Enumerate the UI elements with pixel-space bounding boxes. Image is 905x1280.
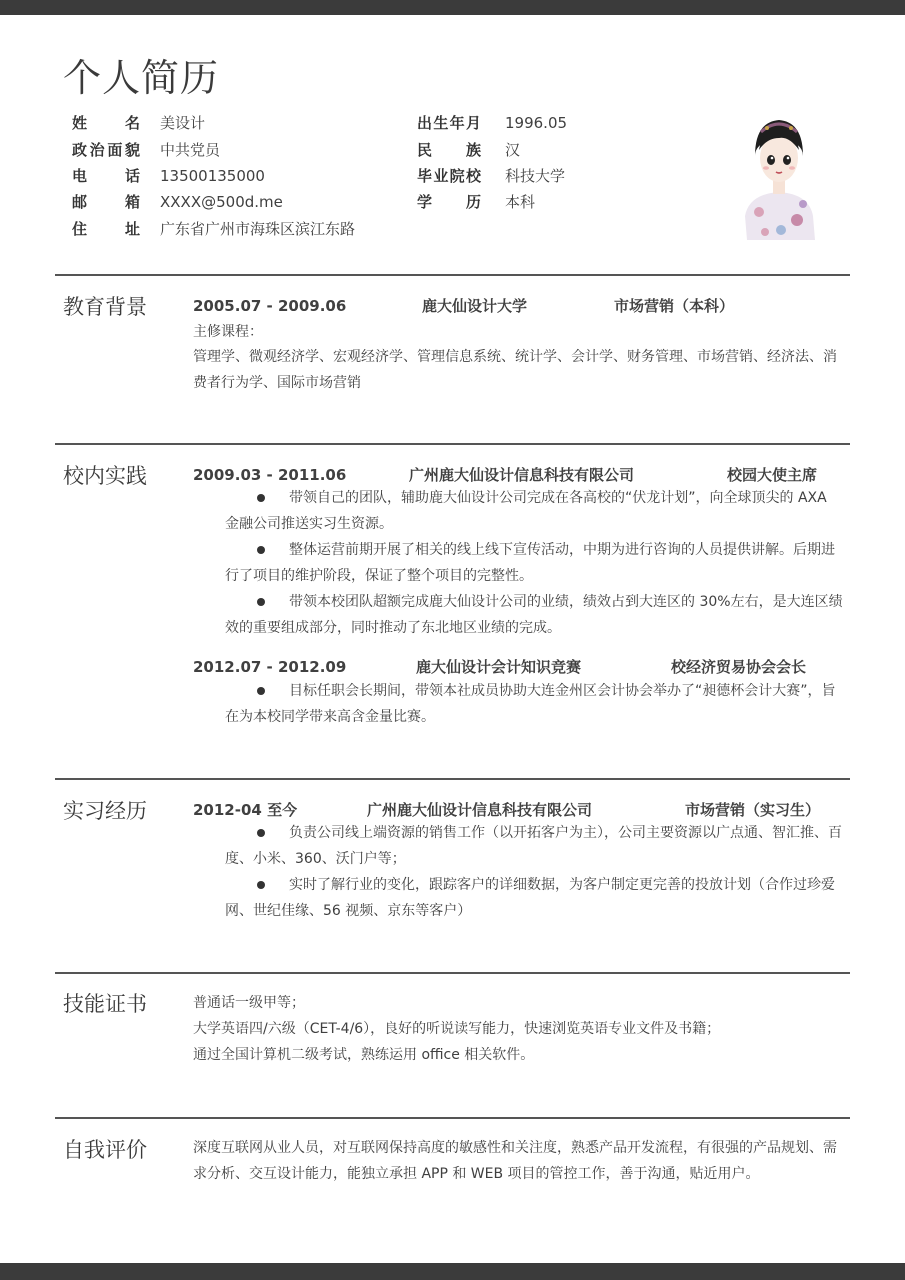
info-address xyxy=(72,219,355,239)
education-major: 市场营销（本科） xyxy=(614,297,735,315)
info-phone xyxy=(72,166,265,186)
education-school: 鹿大仙设计大学 xyxy=(422,297,528,315)
info-birth xyxy=(417,113,567,133)
page-title: 个人简历 xyxy=(63,56,220,100)
info-value: 中共党员 xyxy=(160,141,221,159)
campus-entry-role: 校经济贸易协会会长 xyxy=(671,658,807,676)
info-label: 电话 xyxy=(72,167,140,185)
info-value: 广东省广州市海珠区滨江东路 xyxy=(160,220,356,238)
info-value: 美设计 xyxy=(160,114,206,132)
avatar-illustration xyxy=(737,108,821,240)
internship-role: 市场营销（实习生） xyxy=(685,801,821,819)
info-label: 姓名 xyxy=(72,114,140,132)
internship-bullet: 实时了解行业的变化，跟踪客户的详细数据，为客户制定更完善的投放计划（合作过珍爱网、世纪佳缘、56 视频、京东等客户） xyxy=(225,877,835,919)
education-courses-label: 主修课程： xyxy=(193,324,263,340)
info-label: 毕业院校 xyxy=(417,167,481,185)
info-politics xyxy=(72,140,220,160)
section-divider xyxy=(55,972,850,974)
info-label: 住址 xyxy=(72,220,140,238)
top-decor-bar xyxy=(0,0,905,15)
info-email xyxy=(72,192,283,212)
section-title-internship: 实习经历 xyxy=(63,799,147,823)
campus-entry-date: 2009.03 - 2011.06 xyxy=(193,466,347,484)
skills-line: 通过全国计算机二级考试，熟练运用 office 相关软件。 xyxy=(193,1047,535,1063)
internship-org: 广州鹿大仙设计信息科技有限公司 xyxy=(367,801,593,819)
section-title-self-eval: 自我评价 xyxy=(63,1138,147,1162)
education-date: 2005.07 - 2009.06 xyxy=(193,297,347,315)
campus-entry-role: 校园大使主席 xyxy=(727,466,818,484)
section-divider xyxy=(55,1117,850,1119)
info-ethnicity xyxy=(417,140,520,160)
info-value: 汉 xyxy=(505,141,521,159)
info-label: 学历 xyxy=(417,193,481,211)
campus-entry-org: 广州鹿大仙设计信息科技有限公司 xyxy=(409,466,635,484)
self-eval-text: 深度互联网从业人员，对互联网保持高度的敏感性和关注度，熟悉产品开发流程，有很强的产品规划、需求分析、交互设计能力，能独立承担 APP 和 WEB 项目的管控工作，善于沟通，贴近用户。 xyxy=(193,1140,837,1182)
bottom-decor-bar xyxy=(0,1263,905,1280)
info-value: 科技大学 xyxy=(505,167,566,185)
info-name xyxy=(72,113,205,133)
campus-entry-date: 2012.07 - 2012.09 xyxy=(193,658,347,676)
info-value: 13500135000 xyxy=(160,167,265,185)
section-title-education: 教育背景 xyxy=(63,295,147,319)
campus-bullet: 目标任职会长期间，带领本社成员协助大连金州区会计协会举办了“昶德杯会计大赛”，旨在为本校同学带来高含金量比赛。 xyxy=(225,683,836,725)
education-courses: 管理学、微观经济学、宏观经济学、管理信息系统、统计学、会计学、财务管理、市场营销、经济法、消费者行为学、国际市场营销 xyxy=(193,349,837,391)
info-value: 1996.05 xyxy=(505,114,568,132)
info-label: 出生年月 xyxy=(417,114,481,132)
info-label: 政治面貌 xyxy=(72,141,140,159)
info-school xyxy=(417,166,565,186)
section-divider xyxy=(55,778,850,780)
section-divider xyxy=(55,274,850,276)
campus-entry-org: 鹿大仙设计会计知识竞赛 xyxy=(416,658,582,676)
skills-line: 大学英语四/六级（CET-4/6），良好的听说读写能力，快速浏览英语专业文件及书籍； xyxy=(193,1021,721,1037)
section-title-skills: 技能证书 xyxy=(63,992,147,1016)
campus-bullet: 带领自己的团队，辅助鹿大仙设计公司完成在各高校的“伏龙计划”，向全球顶尖的 AXA 金融公司推送实习生资源。 xyxy=(225,490,827,532)
section-title-campus: 校内实践 xyxy=(63,464,147,488)
info-label: 民族 xyxy=(417,141,481,159)
section-divider xyxy=(55,443,850,445)
campus-bullet: 带领本校团队超额完成鹿大仙设计公司的业绩，绩效占到大连区的 30%左右，是大连区绩效的重要组成部分，同时推动了东北地区业绩的完成。 xyxy=(225,594,843,636)
info-value: XXXX@500d.me xyxy=(160,193,283,211)
info-label: 邮箱 xyxy=(72,193,140,211)
internship-bullet: 负责公司线上端资源的销售工作（以开拓客户为主），公司主要资源以广点通、智汇推、百度、小米、360、沃门户等； xyxy=(225,825,842,867)
info-degree xyxy=(417,192,535,212)
internship-date: 2012-04 至今 xyxy=(193,801,298,819)
campus-bullet: 整体运营前期开展了相关的线上线下宣传活动，中期为进行咨询的人员提供讲解。后期进行了项目的维护阶段，保证了整个项目的完整性。 xyxy=(225,542,835,584)
info-value: 本科 xyxy=(505,193,536,211)
skills-line: 普通话一级甲等； xyxy=(193,995,305,1011)
